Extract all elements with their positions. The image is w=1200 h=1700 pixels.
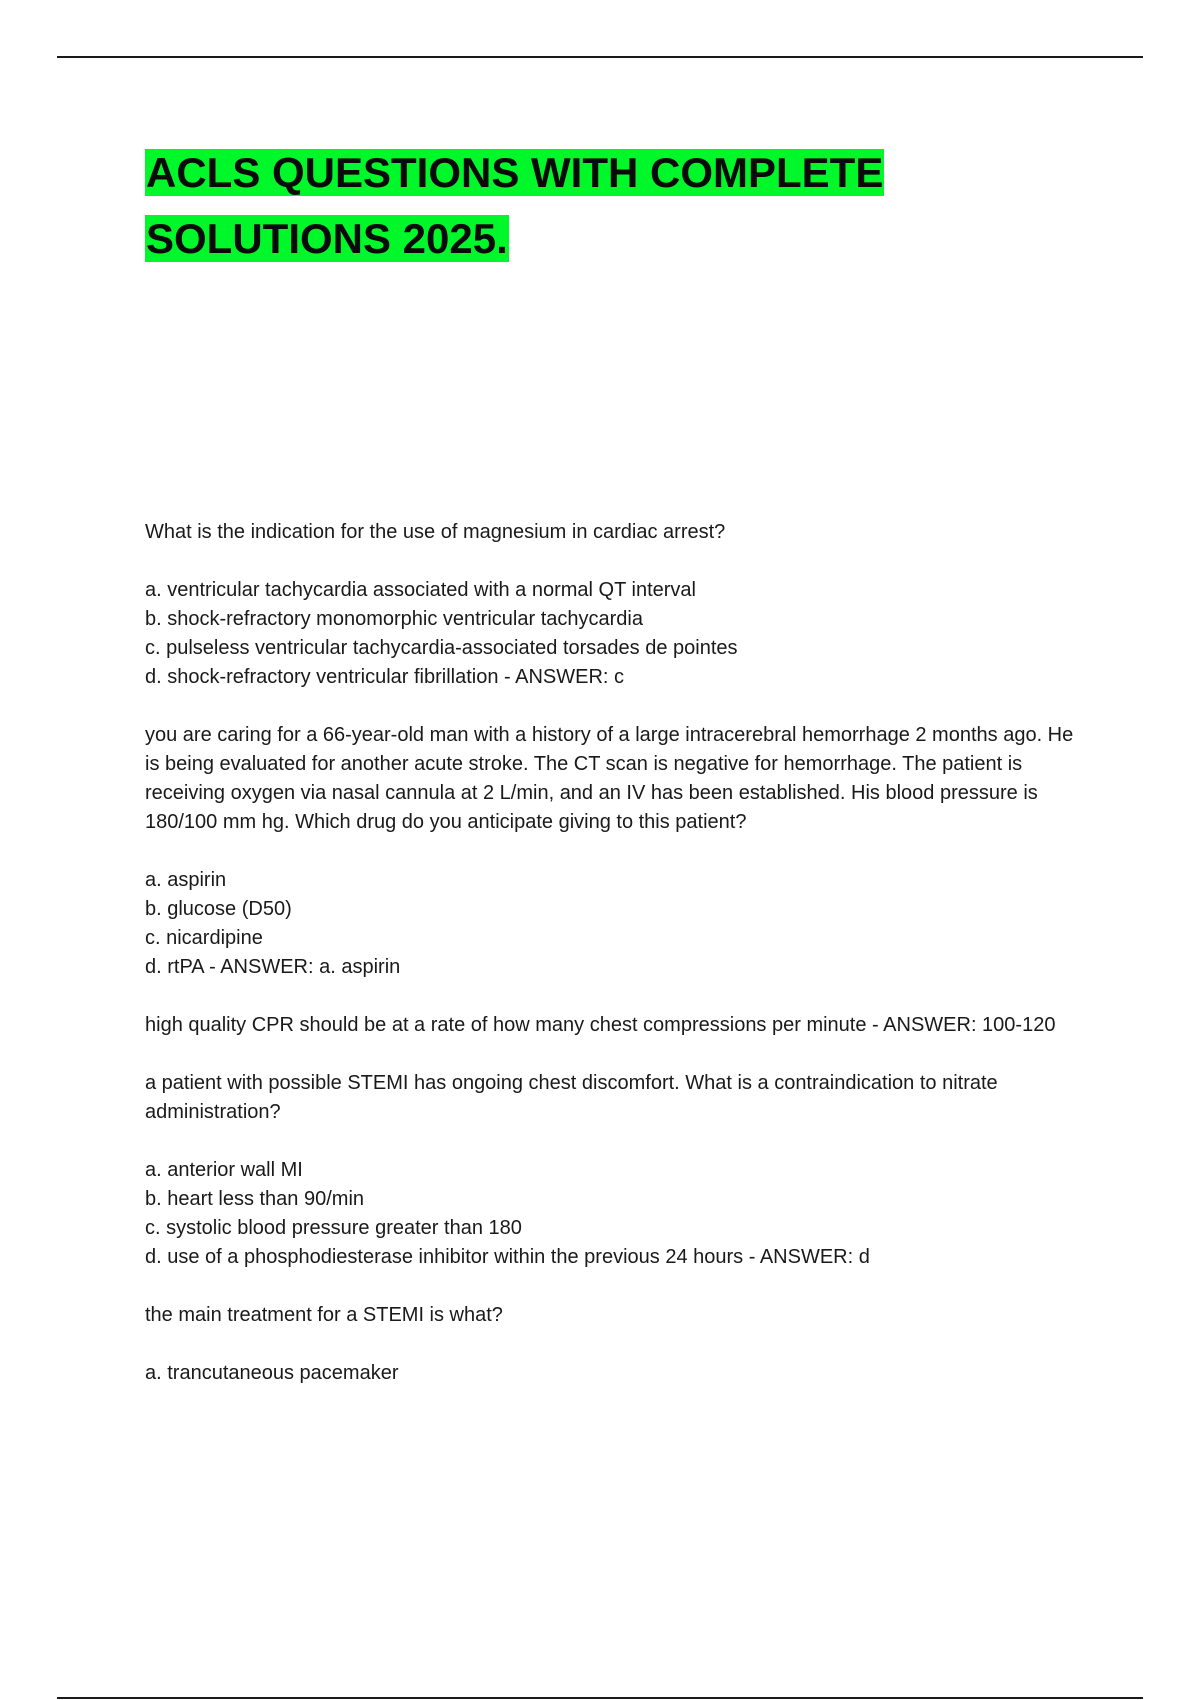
title-line-1: ACLS QUESTIONS WITH COMPLETE bbox=[146, 149, 884, 196]
question-text: the main treatment for a STEMI is what? bbox=[145, 1304, 503, 1326]
option-d: d. shock-refractory ventricular fibrillation - ANSWER: c bbox=[145, 666, 625, 688]
question-text: a patient with possible STEMI has ongoing chest discomfort. What is a contraindication to nitrate administration? bbox=[145, 1072, 998, 1123]
question-text: high quality CPR should be at a rate of how many chest compressions per minute - ANSWER: 100-120 bbox=[145, 1014, 1056, 1036]
option-list bbox=[145, 1156, 1085, 1272]
page-title bbox=[145, 140, 1085, 272]
title-line-2: SOLUTIONS 2025. bbox=[146, 215, 508, 262]
option-list bbox=[145, 1359, 1085, 1388]
option-c: c. nicardipine bbox=[145, 927, 263, 949]
question-item-3 bbox=[145, 1011, 1085, 1040]
option-a: a. anterior wall MI bbox=[145, 1159, 303, 1181]
question-text: What is the indication for the use of magnesium in cardiac arrest? bbox=[145, 521, 726, 543]
option-c: c. systolic blood pressure greater than 180 bbox=[145, 1217, 522, 1239]
option-b: b. glucose (D50) bbox=[145, 898, 292, 920]
option-d: d. use of a phosphodiesterase inhibitor within the previous 24 hours - ANSWER: d bbox=[145, 1246, 870, 1268]
question-item-4 bbox=[145, 1069, 1085, 1272]
question-item-5 bbox=[145, 1301, 1085, 1388]
option-d: d. rtPA - ANSWER: a. aspirin bbox=[145, 956, 401, 978]
question-list bbox=[145, 518, 1085, 1417]
option-b: b. heart less than 90/min bbox=[145, 1188, 365, 1210]
option-a: a. trancutaneous pacemaker bbox=[145, 1362, 399, 1384]
footer-rule bbox=[57, 1697, 1143, 1699]
option-a: a. aspirin bbox=[145, 869, 227, 891]
header-rule bbox=[57, 56, 1143, 58]
option-list bbox=[145, 866, 1085, 982]
title-block bbox=[145, 140, 1085, 272]
option-c: c. pulseless ventricular tachycardia-associated torsades de pointes bbox=[145, 637, 738, 659]
option-b: b. shock-refractory monomorphic ventricular tachycardia bbox=[145, 608, 643, 630]
question-text: you are caring for a 66-year-old man with a history of a large intracerebral hemorrhage 2 months ago. He is being evaluated for another acute stroke. The CT scan is negative for hemorrhage. The patient is receiving oxygen via nasal cannula at 2 L/min, and an IV has been established. His blood pressure is 180/100 mm hg. Which drug do you anticipate giving to this patient? bbox=[145, 724, 1074, 833]
option-a: a. ventricular tachycardia associated with a normal QT interval bbox=[145, 579, 696, 601]
option-list bbox=[145, 576, 1085, 692]
question-item-1 bbox=[145, 518, 1085, 692]
question-item-2 bbox=[145, 721, 1085, 982]
